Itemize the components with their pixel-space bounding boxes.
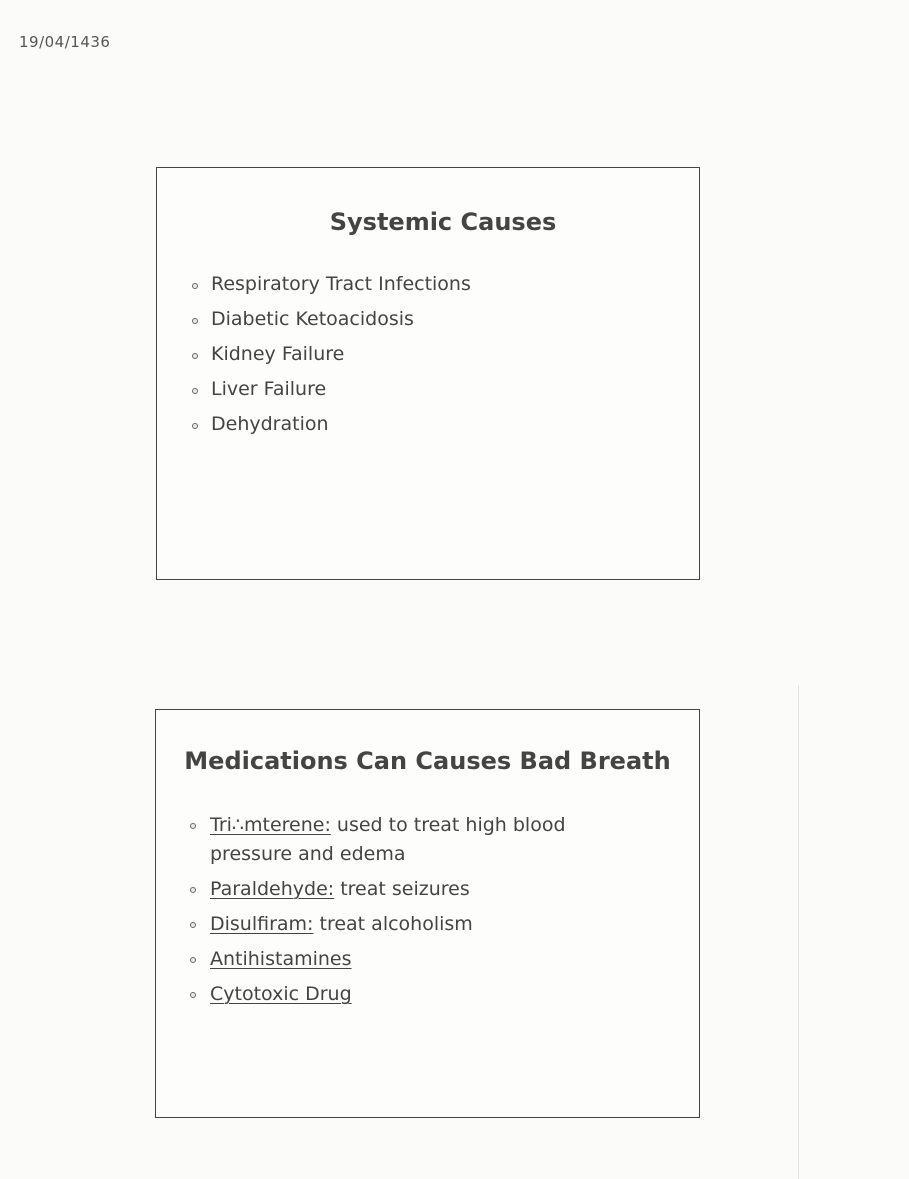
medication-term: Cytotoxic Drug [210, 983, 352, 1005]
list-item [191, 377, 471, 412]
list-item-line [210, 811, 629, 840]
list-item [191, 272, 471, 307]
slide-title: Medications Can Causes Bad Breath [184, 747, 671, 775]
bullet-icon [190, 887, 196, 893]
medication-term: Paraldehyde: [210, 878, 335, 900]
slide-title: Systemic Causes [329, 208, 557, 236]
list-item-text: Dehydration [211, 413, 329, 435]
bullet-icon [192, 423, 198, 429]
bullet-icon [190, 992, 196, 998]
list-item-text: Liver Failure [211, 378, 327, 400]
list-item-text: Respiratory Tract Infections [211, 273, 471, 295]
list-item [189, 945, 629, 974]
medication-term: Tri∴mterene: [210, 814, 331, 836]
bullet-icon [190, 957, 196, 963]
medication-description: used to treat high blood [330, 814, 566, 836]
bullet-icon [192, 318, 198, 324]
medication-description: pressure and edema [210, 843, 406, 865]
list-item-text: Diabetic Ketoacidosis [211, 308, 414, 330]
medication-description: treat alcoholism [313, 913, 473, 935]
list-item [191, 412, 471, 447]
bullet-icon [192, 388, 198, 394]
page-date: 19/04/1436 [19, 33, 111, 51]
page-margin-line [798, 685, 799, 1179]
list-item [189, 811, 629, 869]
list-item [191, 307, 471, 342]
list-item [189, 980, 629, 1009]
medication-description: treat seizures [334, 878, 470, 900]
bullet-list [189, 811, 629, 1015]
medication-term: Antihistamines [210, 948, 352, 970]
slide-medications [155, 709, 700, 1118]
medication-term: Disulfiram: [210, 913, 314, 935]
list-item [189, 910, 629, 939]
bullet-icon [190, 823, 196, 829]
list-item-text: Kidney Failure [211, 343, 345, 365]
list-item [191, 342, 471, 377]
bullet-icon [192, 353, 198, 359]
slide-systemic-causes [156, 167, 700, 580]
list-item [189, 875, 629, 904]
bullet-icon [190, 922, 196, 928]
bullet-icon [192, 283, 198, 289]
bullet-list [191, 272, 471, 447]
